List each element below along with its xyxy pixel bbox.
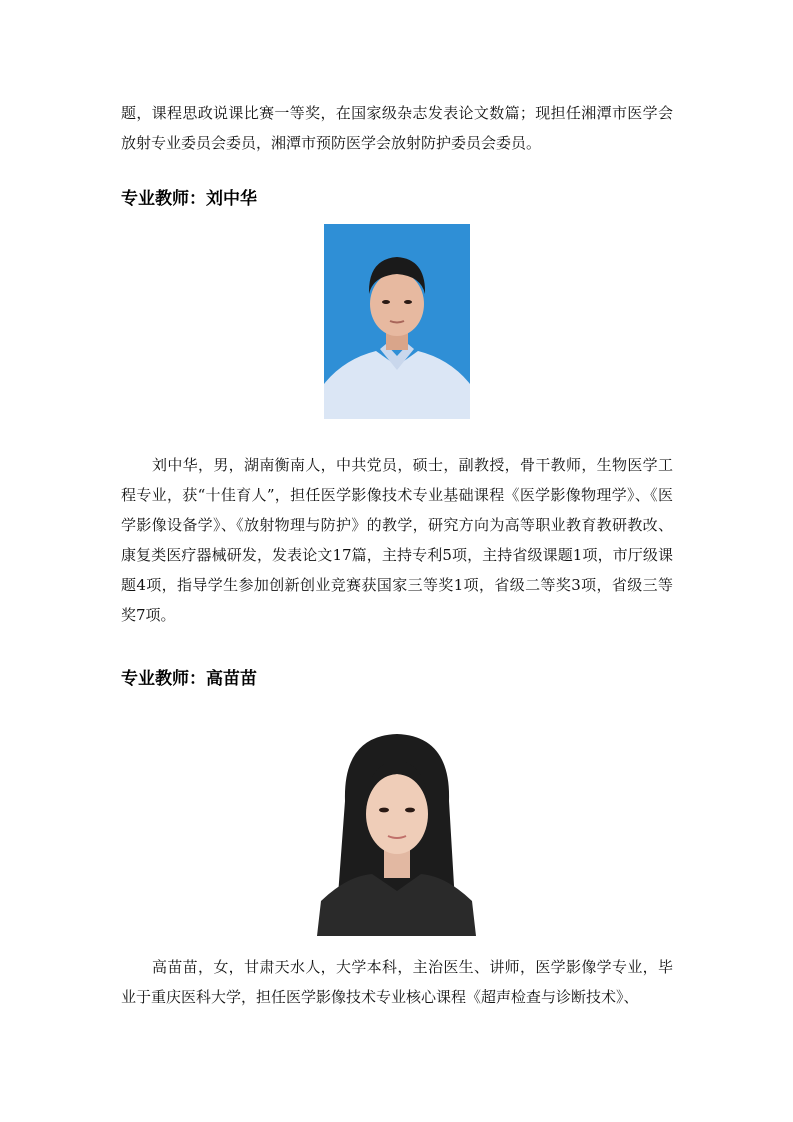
face — [366, 774, 428, 854]
bio-liu-zhonghua: 刘中华，男，湖南衡南人，中共党员，硕士，副教授，骨干教师，生物医学工程专业，获“十佳育人”，担任医学影像技术专业基础课程《医学影像物理学》、《医学影像设备学》、《放射物理与防护》的教学，研究方向为高等职业教育教研教改、康复类医疗器械研发，发表论文17篇，主持专利5项，主持省级课题1项，市厅级课题4项，指导学生参加创新创业竞赛获国家三等奖1项，省级二等奖3项，省级三等奖7项。 — [121, 456, 673, 624]
portrait-liu-zhonghua — [324, 224, 470, 419]
face — [370, 272, 424, 336]
section-heading-gao: 专业教师：高苗苗 — [121, 669, 257, 689]
portrait-gao-miaomiao — [317, 726, 476, 936]
bio-gao-miaomiao: 高苗苗，女，甘肃天水人，大学本科，主治医生、讲师，医学影像学专业，毕业于重庆医科大学，担任医学影像技术专业核心课程《超声检查与诊断技术》、 — [121, 958, 673, 1006]
intro-paragraph: 题，课程思政说课比赛一等奖，在国家级杂志发表论文数篇；现担任湘潭市医学会放射专业委员会委员，湘潭市预防医学会放射防护委员会委员。 — [121, 104, 673, 152]
section-heading-liu: 专业教师：刘中华 — [121, 189, 257, 209]
